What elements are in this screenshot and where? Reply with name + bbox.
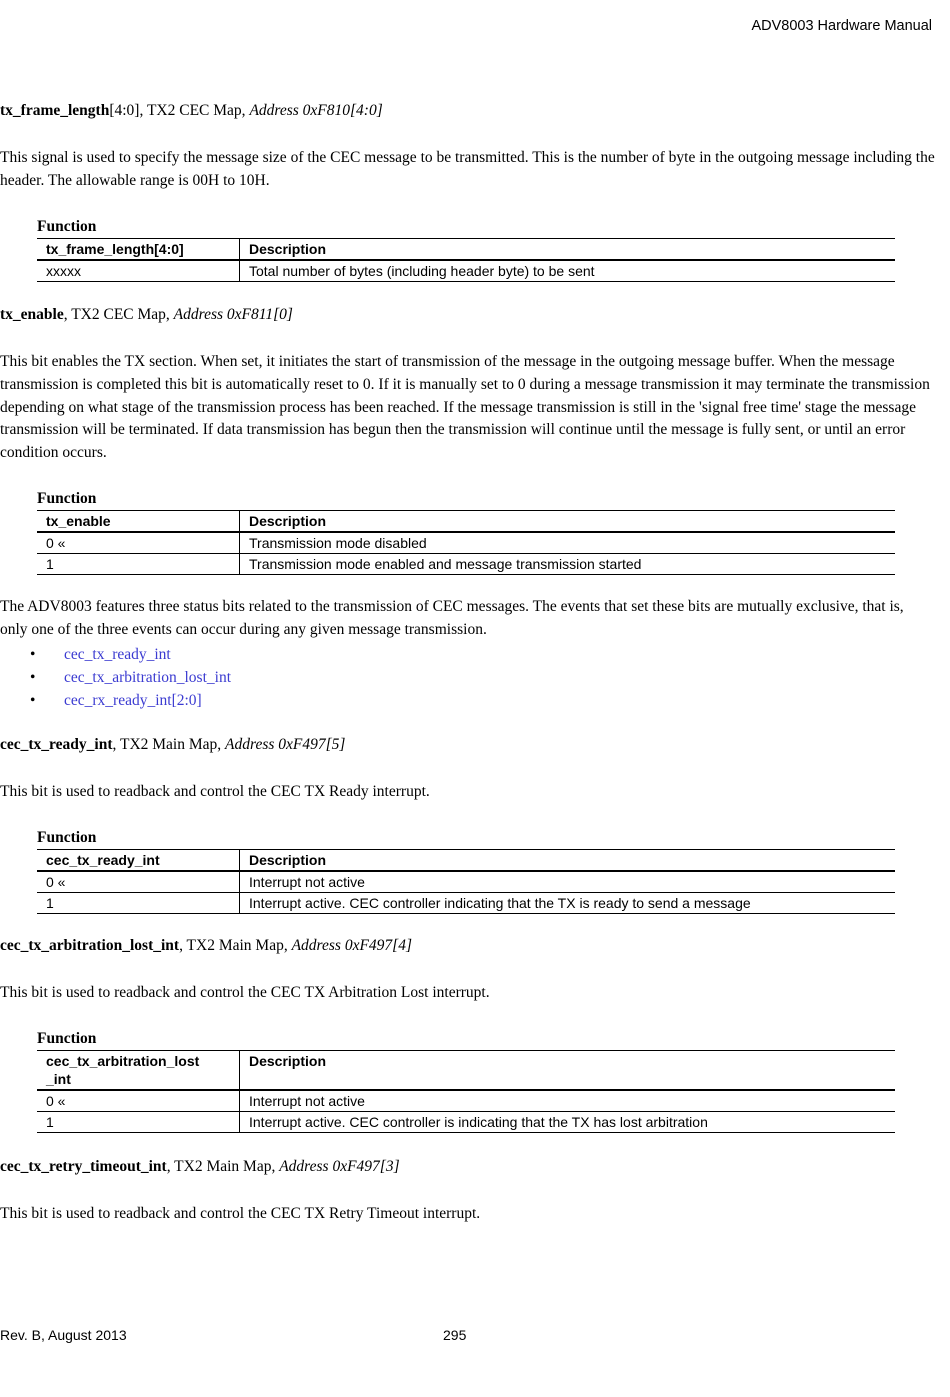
- table-row: [37, 532, 895, 554]
- column-header-description: Description: [249, 1053, 327, 1069]
- bullet-icon: •: [30, 692, 36, 709]
- table-row: [37, 1090, 895, 1112]
- register-address: Address 0xF497[3]: [279, 1158, 400, 1175]
- register-description: This bit is used to readback and control the CEC TX Ready interrupt.: [0, 783, 430, 800]
- list-item: [30, 666, 231, 689]
- revision-date: Rev. B, August 2013: [0, 1327, 127, 1343]
- register-name: cec_tx_retry_timeout_int: [0, 1158, 167, 1175]
- register-map: , TX2 Main Map,: [179, 937, 292, 954]
- cell-value: 1: [37, 554, 240, 575]
- cell-description: Total number of bytes (including header byte) to be sent: [249, 263, 595, 279]
- column-header-value: tx_frame_length[4:0]: [37, 239, 240, 261]
- function-label: Function: [37, 218, 97, 235]
- cell-value: xxxxx: [37, 260, 240, 282]
- cell-description: Interrupt active. CEC controller indicating that the TX is ready to send a message: [249, 895, 751, 911]
- table-row: [37, 554, 895, 575]
- register-address: Address 0xF497[5]: [225, 736, 346, 753]
- page-number: 295: [443, 1327, 467, 1343]
- column-header-line: cec_tx_arbitration_lost: [46, 1053, 200, 1069]
- register-description: This bit is used to readback and control the CEC TX Retry Timeout interrupt.: [0, 1205, 481, 1222]
- register-address: Address 0xF810[4:0]: [249, 102, 383, 119]
- register-bits: [4:0]: [109, 102, 140, 119]
- function-table-tx-enable: [37, 488, 895, 575]
- column-header-description: Description: [249, 241, 327, 257]
- table-header-row: [37, 1051, 895, 1091]
- register-title-cec-tx-arbitration-lost-int: [0, 937, 412, 955]
- table-header-row: [37, 850, 895, 872]
- function-label: Function: [37, 829, 97, 846]
- cell-description: Interrupt not active: [249, 1093, 365, 1109]
- column-header-description: Description: [249, 852, 327, 868]
- table-header-row: [37, 511, 895, 533]
- status-bits-intro: The ADV8003 features three status bits related to the transmission of CEC messages. The events that set these bits are mutually exclusive, that is, only one of the three events can occur during any given message transmission.: [0, 598, 904, 638]
- column-header-value: cec_tx_ready_int: [37, 850, 240, 872]
- cell-value: 1: [37, 1112, 240, 1133]
- function-table-cec-tx-arbitration-lost-int: [37, 1028, 895, 1133]
- bullet-icon: •: [30, 669, 36, 686]
- function-label: Function: [37, 1030, 97, 1047]
- function-table-cec-tx-ready-int: [37, 827, 895, 914]
- column-header-value: tx_enable: [37, 511, 240, 533]
- list-item: [30, 643, 231, 666]
- cell-description: Transmission mode enabled and message transmission started: [249, 556, 642, 572]
- register-description: This bit enables the TX section. When set, it initiates the start of transmission of the message in the outgoing message buffer. When the message transmission is completed this bit is automatically reset to 0. If it is manually set to 0 during a message transmission it may terminate the transmission depending on what stage of the transmission process has been reached. If the message transmission is still in the 'signal free time' stage the message transmission will be terminated. If data transmission has begun then the transmission will continue until the message is fully sent, or until an error condition occurs.: [0, 353, 930, 462]
- cell-value: 1: [37, 893, 240, 914]
- manual-title: ADV8003 Hardware Manual: [751, 18, 932, 34]
- register-map: , TX2 CEC Map,: [63, 306, 174, 323]
- table-header-row: [37, 239, 895, 261]
- cell-value: 0 «: [37, 532, 240, 554]
- register-address: Address 0xF811[0]: [173, 306, 293, 323]
- link-cec-rx-ready-int[interactable]: cec_rx_ready_int[2:0]: [64, 692, 202, 709]
- register-map: , TX2 Main Map,: [166, 1158, 280, 1175]
- register-title-cec-tx-ready-int: [0, 736, 345, 754]
- register-title-tx-frame-length: [0, 102, 383, 120]
- register-name: cec_tx_ready_int: [0, 736, 113, 753]
- register-name: tx_frame_length: [0, 102, 110, 119]
- register-map: , TX2 CEC Map,: [139, 102, 250, 119]
- status-bits-list: [30, 643, 231, 712]
- list-item: [30, 689, 231, 712]
- column-header-value: [37, 1051, 240, 1091]
- register-name: tx_enable: [0, 306, 64, 323]
- cell-value: 0 «: [37, 871, 240, 893]
- register-title-cec-tx-retry-timeout-int: [0, 1158, 400, 1176]
- table-row: [37, 871, 895, 893]
- bullet-icon: •: [30, 646, 36, 663]
- cell-description: Interrupt active. CEC controller is indicating that the TX has lost arbitration: [249, 1114, 708, 1130]
- register-title-tx-enable: [0, 306, 293, 324]
- link-cec-tx-arbitration-lost-int[interactable]: cec_tx_arbitration_lost_int: [64, 669, 232, 686]
- table-row: [37, 260, 895, 282]
- cell-description: Transmission mode disabled: [249, 535, 427, 551]
- column-header-description: Description: [249, 513, 327, 529]
- register-description: This bit is used to readback and control the CEC TX Arbitration Lost interrupt.: [0, 984, 490, 1001]
- register-address: Address 0xF497[4]: [291, 937, 412, 954]
- function-label: Function: [37, 490, 97, 507]
- table-row: [37, 893, 895, 914]
- link-cec-tx-ready-int[interactable]: cec_tx_ready_int: [64, 646, 171, 663]
- register-map: , TX2 Main Map,: [112, 736, 226, 753]
- column-header-line: _int: [46, 1071, 71, 1087]
- cell-value: 0 «: [37, 1090, 240, 1112]
- register-name: cec_tx_arbitration_lost_int: [0, 937, 180, 954]
- table-row: [37, 1112, 895, 1133]
- function-table-tx-frame-length: [37, 216, 895, 282]
- cell-description: Interrupt not active: [249, 874, 365, 890]
- register-description: This signal is used to specify the message size of the CEC message to be transmitted. This is the number of byte in the outgoing message including the header. The allowable range is 00H to 10H.: [0, 149, 935, 189]
